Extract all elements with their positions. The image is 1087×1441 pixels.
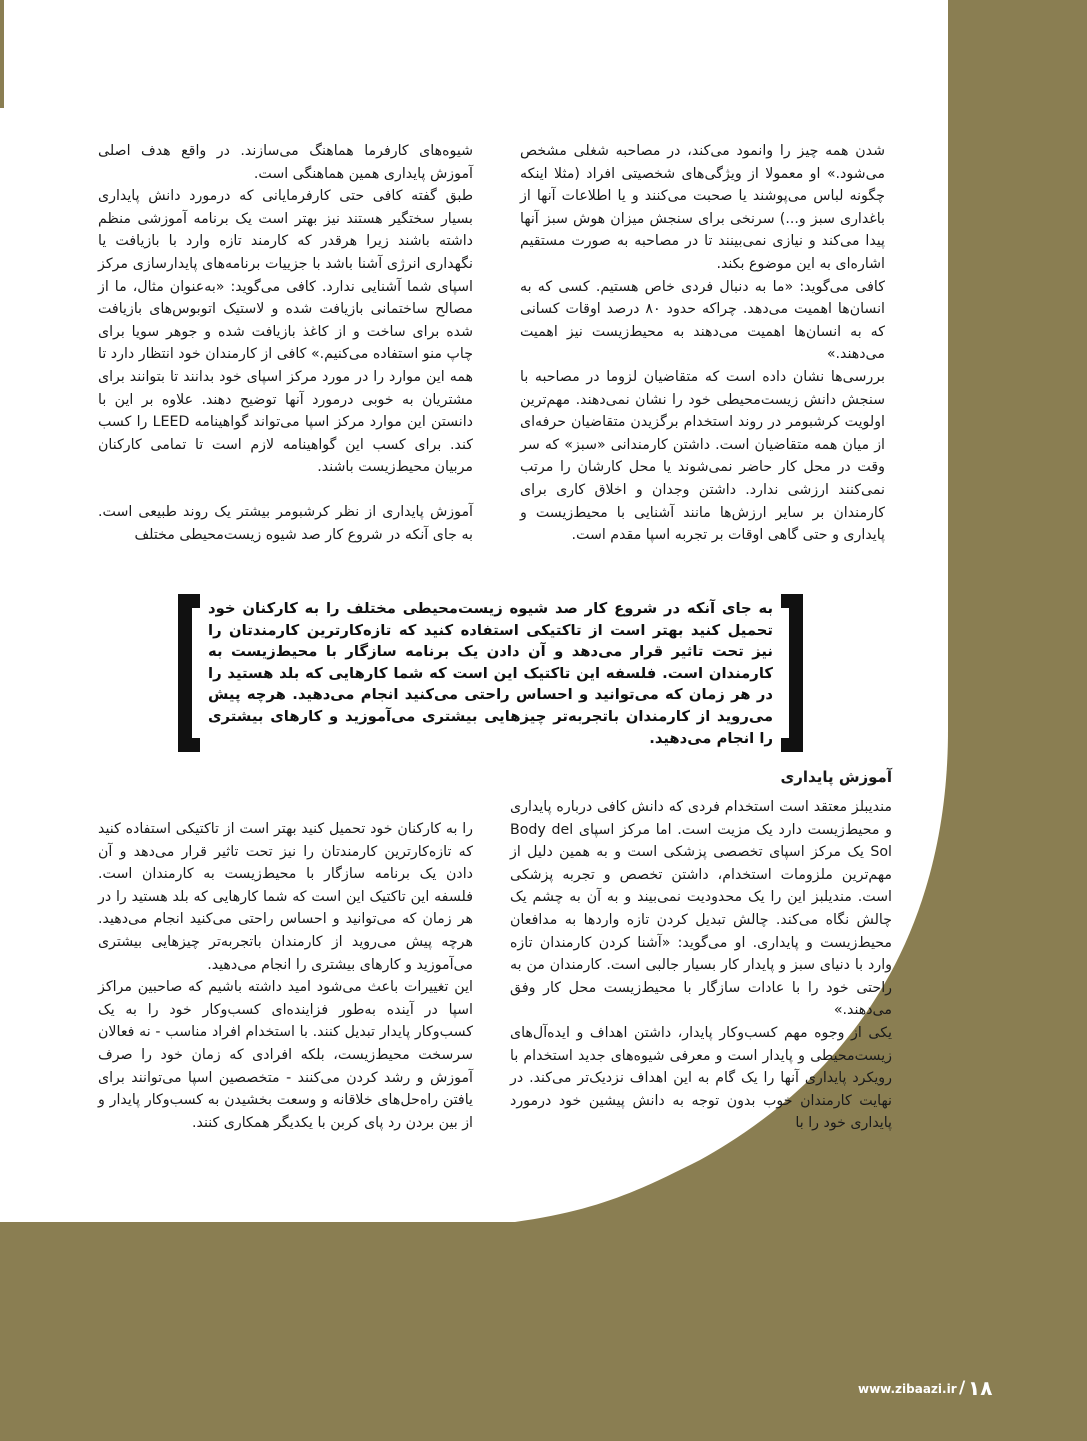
paragraph: بررسی‌ها نشان داده است که متقاضیان لزوما در مصاحبه با سنجش دانش زیست‌محیطی خود را نشان نمی‌دهند. مهم‌ترین اولویت کرشبومر در روند استخدام برگزیدن متقاضیان حرفه‌ای از میان همه متقاضیان است. داشتن کارمندانی «سبز» که سر وقت در محل کار حاضر نمی‌شوند یا محل کارشان را مرتب نمی‌کنند ارزشی ندارد. داشتن وجدان و اخلاق کاری برای کارمندان بر سایر ارزش‌ها مانند آشنایی با محیط‌زیست و پایداری و حتی گاهی اوقات بر تجربه اسپا مقدم است. — [520, 368, 885, 544]
body-column-bottom-right — [510, 796, 892, 1135]
pull-quote-bracket-right — [781, 594, 803, 752]
body-column-top-left — [98, 140, 473, 546]
paragraph: را به کارکنان خود تحمیل کنید بهتر است از تاکتیکی استفاده کنید که تازه‌کارترین کارمندتان را نیز تحت تاثیر قرار می‌دهد و آن دادن یک برنامه سازگار با محیط‌زیست به کارمندان است. فلسفه این تاکتیک این است که شما کارهایی که بلد هستید را در هر زمان که می‌توانید و احساس راحتی می‌کنید انجام می‌دهید. هرچه پیش می‌روید از کارمندان باتجربه‌تر چیزهایی بیشتری می‌آموزید و کارهای بیشتری را انجام می‌دهید. — [98, 821, 473, 973]
paragraph: کافی می‌گوید: «ما به دنبال فردی خاص هستیم. کسی که به انسان‌ها اهمیت می‌دهد. چراکه حدود ۸۰ درصد اوقات کسانی که به انسان‌ها اهمیت می‌دهند به محیط‌زیست نیز اهمیت می‌دهند.» — [520, 278, 885, 363]
paragraph: شیوه‌های کارفرما هماهنگ می‌سازند. در واقع هدف اصلی آموزش پایداری همین هماهنگی است. — [98, 143, 473, 182]
folio-separator: / — [959, 1378, 966, 1398]
section-heading: آموزش پایداری — [780, 768, 892, 786]
paragraph: مندیبلز معتقد است استخدام فردی که دانش کافی درباره پایداری و محیط‌زیست دارد یک مزیت است. اما مرکز اسپای Body del Sol یک مرکز اسپای تخصصی پزشکی است و به همین دلیل از مهم‌ترین ملزومات استخدام، داشتن تخصص و تجربه پزشکی است. مندیلبز این را یک محدودیت نمی‌بیند و به آن به چشم یک چالش نگاه می‌کند. چالش تبدیل کردن تازه واردها به مدافعان محیط‌زیست و پایداری. او می‌گوید: «آشنا کردن کارمندان تازه وارد با دنیای سبز و پایدار کار بسیار جالبی است. کارمندان من به راحتی خود را با عادات سازگار با محیط‌زیست محل کار وفق می‌دهند.» — [510, 799, 892, 1019]
page-number: ۱۸ — [968, 1376, 993, 1400]
body-column-bottom-left — [98, 818, 473, 1134]
pull-quote-text: به جای آنکه در شروع کار صد شیوه زیست‌محیطی مختلف را به کارکنان خود تحمیل کنید بهتر است از تاکتیکی استفاده کنید که تازه‌کارترین کارمندتان را نیز تحت تاثیر قرار می‌دهد و آن دادن یک برنامه سازگار با محیط‌زیست به کارمندان است. فلسفه این تاکتیک این است که شما کارهایی که بلد هستید را در هر زمان که می‌توانید و احساس راحتی می‌کنید انجام می‌دهید. هرچه پیش می‌روید از کارمندان باتجربه‌تر چیزهایی بیشتری می‌آموزید و کارهای بیشتری را انجام می‌دهید. — [208, 600, 773, 747]
paragraph: این تغییرات باعث می‌شود امید داشته باشیم که صاحبین مراکز اسپا در آینده به‌طور فزاینده‌ای کسب‌وکار خود را به یک کسب‌وکار پایدار تبدیل کنند. با استخدام افراد مناسب - نه فعالان سرسخت محیط‌زیست، بلکه افرادی که زمان خود را صرف آموزش و رشد کردن می‌کنند - متخصصین اسپا می‌توانند برای یافتن راه‌حل‌های خلاقانه و وسعت بخشیدن به کسب‌وکار پایدار و از بین بردن رد پای کربن با یکدیگر همکاری کنند. — [98, 979, 473, 1131]
page-folio — [858, 1376, 998, 1406]
paragraph: یکی از وجوه مهم کسب‌وکار پایدار، داشتن اهداف و ایده‌آل‌های زیست‌محیطی و پایدار است و معرفی شیوه‌های جدید استخدام با رویکرد پایداری آنها را یک گام به این اهداف نزدیک‌تر می‌کند. در نهایت کارمندان خوب بدون توجه به دانش پیشین خود درمورد پایداری خود را با — [510, 1024, 892, 1132]
pull-quote-bracket-left — [178, 594, 200, 752]
paragraph: طبق گفته کافی حتی کارفرمایانی که درمورد دانش پایداری بسیار سختگیر هستند نیز بهتر است یک برنامه آموزشی منظم داشته باشند زیرا هرقدر که کارمند تازه وارد با بازیافت یا نگهداری انرژی آشنا باشد با جزییات برنامه‌های پایدارسازی مرکز اسپای شما آشنایی ندارد. کافی می‌گوید: «به‌عنوان مثال، ما از مصالح ساختمانی بازیافت شده و لاستیک اتوبوس‌های بازیافت شده برای ساخت و از کاغذ بازیافت شده و جوهر سویا برای چاپ منو استفاده می‌کنیم.» کافی از کارمندان خود انتظار دارد تا همه این موارد را در مورد مرکز اسپای خود بدانند تا بتوانند برای مشتریان به خوبی درمورد آنها توضیح دهند. علاوه بر این با دانستن این موارد مرکز اسپا می‌تواند گواهینامه LEED را کسب کند. برای کسب این گواهینامه لازم است تا تمامی کارکنان مربیان محیط‌زیست باشند. — [98, 188, 473, 476]
paragraph: شدن همه چیز را وانمود می‌کند، در مصاحبه شغلی مشخص می‌شود.» او معمولا از ویژگی‌های شخصیتی افراد (مثلا اینکه چگونه لباس می‌پوشند یا صحبت می‌کنند و یا اطلاعات آنها از باغداری سبز و...) سرنخی برای سنجش میزان هوش سبز آنها پیدا می‌کند و نیازی نمی‌بینند تا در مصاحبه به صورت مستقیم اشاره‌ای به این موضوع بکند. — [520, 143, 885, 272]
website-link[interactable]: www.zibaazi.ir — [858, 1382, 957, 1396]
body-column-top-right — [520, 140, 885, 547]
paragraph: آموزش پایداری از نظر کرشبومر بیشتر یک روند طبیعی است. به جای آنکه در شروع کار صد شیوه زیست‌محیطی مختلف — [98, 503, 473, 543]
pull-quote — [178, 594, 803, 752]
